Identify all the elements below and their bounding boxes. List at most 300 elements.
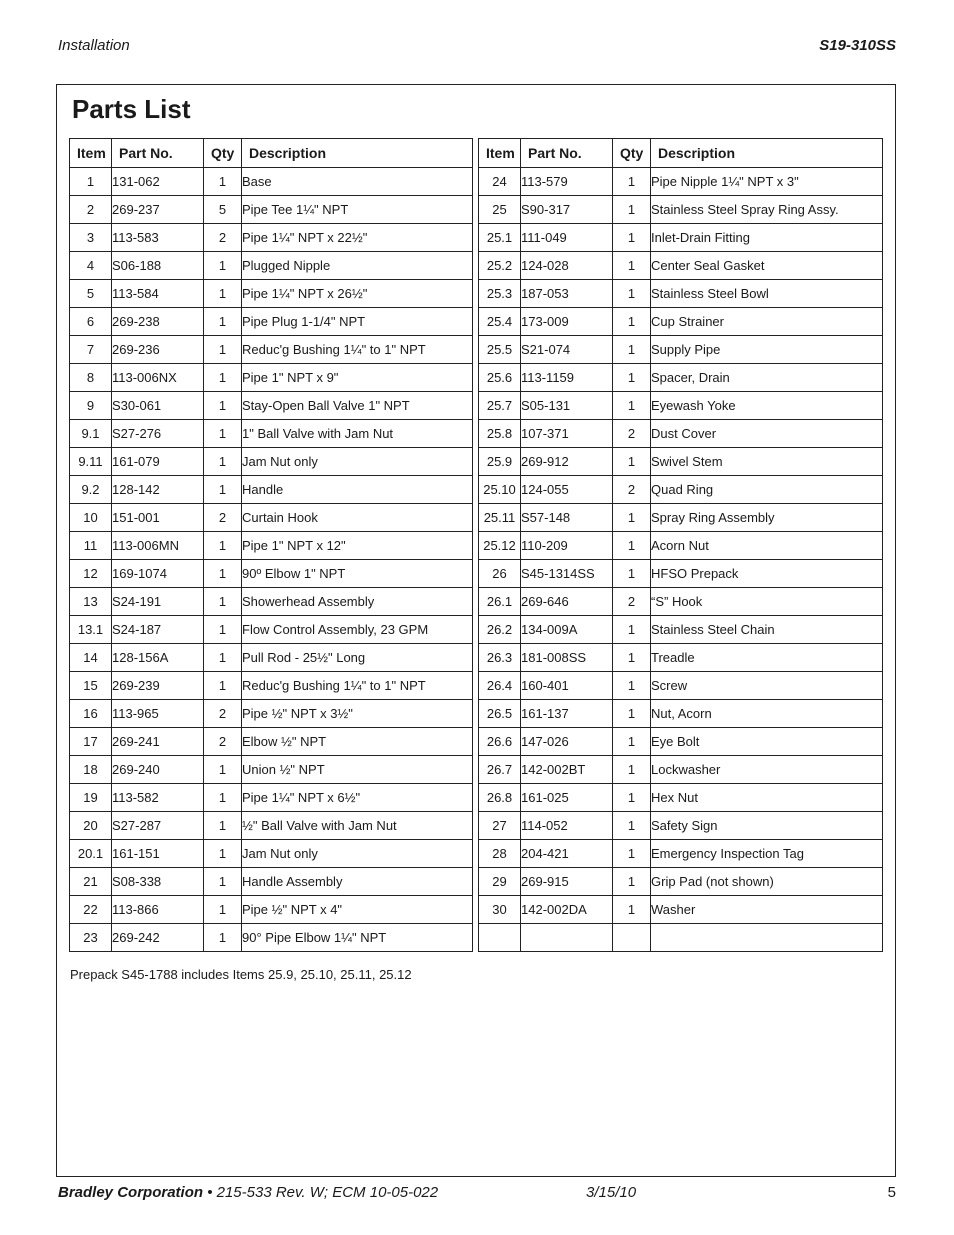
cell-qty: 1 (204, 336, 242, 364)
cell-part-no: S27-287 (112, 812, 204, 840)
cell-item: 23 (70, 924, 112, 952)
cell-qty (613, 924, 651, 952)
cell-part-no: 269-646 (521, 588, 613, 616)
table-row (70, 196, 473, 224)
column-header-part-no: Part No. (112, 139, 204, 168)
cell-item: 9.1 (70, 420, 112, 448)
parts-table-right-body (479, 168, 883, 952)
cell-description: ½" Ball Valve with Jam Nut (242, 812, 473, 840)
cell-item: 28 (479, 840, 521, 868)
cell-part-no: 113-965 (112, 700, 204, 728)
cell-qty: 1 (613, 196, 651, 224)
cell-qty: 1 (204, 168, 242, 196)
table-row (70, 476, 473, 504)
cell-part-no: 110-209 (521, 532, 613, 560)
cell-qty: 1 (204, 924, 242, 952)
cell-part-no: S05-131 (521, 392, 613, 420)
cell-part-no: 161-079 (112, 448, 204, 476)
cell-part-no: S24-187 (112, 616, 204, 644)
cell-part-no: 113-584 (112, 280, 204, 308)
cell-description: 90º Elbow 1" NPT (242, 560, 473, 588)
table-row (479, 700, 883, 728)
cell-item: 25.2 (479, 252, 521, 280)
table-row (479, 812, 883, 840)
cell-description: Treadle (651, 644, 883, 672)
cell-part-no: 169-1074 (112, 560, 204, 588)
cell-description: 90° Pipe Elbow 1¼" NPT (242, 924, 473, 952)
cell-description: Showerhead Assembly (242, 588, 473, 616)
cell-item: 26.4 (479, 672, 521, 700)
cell-item: 26.5 (479, 700, 521, 728)
table-row (479, 784, 883, 812)
cell-description: Pipe Tee 1¼" NPT (242, 196, 473, 224)
cell-qty: 1 (613, 252, 651, 280)
cell-qty: 1 (204, 812, 242, 840)
cell-part-no: 142-002BT (521, 756, 613, 784)
page-title: Parts List (72, 94, 191, 124)
cell-part-no: 187-053 (521, 280, 613, 308)
column-header-item: Item (479, 139, 521, 168)
table-row (70, 616, 473, 644)
cell-description: Inlet-Drain Fitting (651, 224, 883, 252)
table-row (70, 896, 473, 924)
cell-part-no: 161-137 (521, 700, 613, 728)
cell-qty: 1 (613, 756, 651, 784)
cell-qty: 5 (204, 196, 242, 224)
cell-description: Base (242, 168, 473, 196)
cell-part-no: 147-026 (521, 728, 613, 756)
footer-company: Bradley Corporation (58, 1184, 204, 1201)
cell-description: Washer (651, 896, 883, 924)
cell-qty: 1 (613, 812, 651, 840)
cell-description: Flow Control Assembly, 23 GPM (242, 616, 473, 644)
table-row (479, 196, 883, 224)
cell-qty: 1 (204, 644, 242, 672)
cell-description: Nut, Acorn (651, 700, 883, 728)
cell-part-no: 134-009A (521, 616, 613, 644)
table-row (70, 392, 473, 420)
cell-qty: 1 (204, 448, 242, 476)
table-row (479, 420, 883, 448)
cell-part-no: S30-061 (112, 392, 204, 420)
cell-description: HFSO Prepack (651, 560, 883, 588)
cell-description: Pipe 1" NPT x 9" (242, 364, 473, 392)
parts-table-right (478, 138, 883, 952)
cell-description: Dust Cover (651, 420, 883, 448)
table-row (70, 532, 473, 560)
footer-doc-ref: • 215-533 Rev. W; ECM 10-05-022 (203, 1184, 439, 1201)
table-row (70, 812, 473, 840)
table-row (70, 448, 473, 476)
cell-description: Quad Ring (651, 476, 883, 504)
table-row (479, 224, 883, 252)
cell-item: 4 (70, 252, 112, 280)
table-row (70, 336, 473, 364)
cell-qty: 1 (204, 252, 242, 280)
cell-qty: 1 (204, 672, 242, 700)
cell-qty: 1 (204, 840, 242, 868)
cell-part-no (521, 924, 613, 952)
table-row (70, 840, 473, 868)
table-row (479, 364, 883, 392)
prepack-note: Prepack S45-1788 includes Items 25.9, 25.10, 25.11, 25.12 (70, 967, 412, 982)
cell-description: Screw (651, 672, 883, 700)
cell-item: 29 (479, 868, 521, 896)
table-row (479, 616, 883, 644)
cell-part-no: 113-1159 (521, 364, 613, 392)
cell-part-no: 204-421 (521, 840, 613, 868)
cell-description: Jam Nut only (242, 840, 473, 868)
table-row (479, 728, 883, 756)
cell-item: 12 (70, 560, 112, 588)
cell-qty: 1 (613, 616, 651, 644)
cell-description: Emergency Inspection Tag (651, 840, 883, 868)
cell-description: Cup Strainer (651, 308, 883, 336)
cell-qty: 1 (613, 672, 651, 700)
cell-qty: 1 (204, 280, 242, 308)
cell-qty: 1 (204, 308, 242, 336)
cell-qty: 1 (204, 868, 242, 896)
cell-qty: 1 (204, 560, 242, 588)
table-row (479, 644, 883, 672)
column-header-qty: Qty (613, 139, 651, 168)
cell-qty: 2 (613, 420, 651, 448)
cell-item: 25 (479, 196, 521, 224)
cell-item: 25.4 (479, 308, 521, 336)
cell-part-no: 181-008SS (521, 644, 613, 672)
table-row (70, 504, 473, 532)
cell-part-no: S24-191 (112, 588, 204, 616)
footer-company-line (58, 1184, 438, 1201)
table-row (479, 896, 883, 924)
cell-item: 25.10 (479, 476, 521, 504)
table-row (479, 532, 883, 560)
cell-item: 6 (70, 308, 112, 336)
table-row (479, 476, 883, 504)
cell-part-no: 269-236 (112, 336, 204, 364)
cell-description: Reduc'g Bushing 1¼" to 1" NPT (242, 336, 473, 364)
parts-table-left (69, 138, 473, 952)
cell-description: Stainless Steel Spray Ring Assy. (651, 196, 883, 224)
column-header-description: Description (651, 139, 883, 168)
cell-item: 25.12 (479, 532, 521, 560)
cell-part-no: S27-276 (112, 420, 204, 448)
cell-qty: 1 (613, 784, 651, 812)
table-row (479, 588, 883, 616)
table-header-row (479, 139, 883, 168)
table-row (70, 560, 473, 588)
table-row (70, 168, 473, 196)
cell-qty: 1 (204, 784, 242, 812)
cell-part-no: 269-242 (112, 924, 204, 952)
table-row (479, 336, 883, 364)
table-row (70, 588, 473, 616)
cell-item: 2 (70, 196, 112, 224)
cell-item: 26.2 (479, 616, 521, 644)
table-row (479, 924, 883, 952)
cell-item: 19 (70, 784, 112, 812)
cell-item: 26.7 (479, 756, 521, 784)
cell-description: Pipe 1" NPT x 12" (242, 532, 473, 560)
cell-item: 13.1 (70, 616, 112, 644)
table-row (70, 756, 473, 784)
cell-qty: 1 (204, 532, 242, 560)
table-row (479, 560, 883, 588)
table-row (70, 420, 473, 448)
cell-description: Pipe 1¼" NPT x 22½" (242, 224, 473, 252)
cell-part-no: 269-241 (112, 728, 204, 756)
cell-item: 24 (479, 168, 521, 196)
cell-item: 13 (70, 588, 112, 616)
cell-description: Pipe ½" NPT x 3½" (242, 700, 473, 728)
table-row (479, 280, 883, 308)
table-row (70, 924, 473, 952)
cell-qty: 1 (613, 364, 651, 392)
table-row (70, 644, 473, 672)
cell-part-no: 173-009 (521, 308, 613, 336)
cell-part-no: S45-1314SS (521, 560, 613, 588)
cell-description: Plugged Nipple (242, 252, 473, 280)
cell-description: Reduc'g Bushing 1¼" to 1" NPT (242, 672, 473, 700)
cell-part-no: S21-074 (521, 336, 613, 364)
column-header-part-no: Part No. (521, 139, 613, 168)
cell-qty: 1 (204, 420, 242, 448)
cell-part-no: 269-912 (521, 448, 613, 476)
table-row (70, 672, 473, 700)
cell-part-no: 113-579 (521, 168, 613, 196)
cell-qty: 1 (204, 392, 242, 420)
cell-item: 25.8 (479, 420, 521, 448)
table-row (479, 252, 883, 280)
cell-item: 3 (70, 224, 112, 252)
cell-item: 25.7 (479, 392, 521, 420)
cell-item: 16 (70, 700, 112, 728)
cell-part-no: 160-401 (521, 672, 613, 700)
cell-description: “S” Hook (651, 588, 883, 616)
cell-item: 17 (70, 728, 112, 756)
table-row (479, 168, 883, 196)
cell-item: 15 (70, 672, 112, 700)
cell-qty: 1 (613, 168, 651, 196)
cell-part-no: 124-055 (521, 476, 613, 504)
cell-item: 25.5 (479, 336, 521, 364)
cell-description: Pipe 1¼" NPT x 26½" (242, 280, 473, 308)
cell-description: 1" Ball Valve with Jam Nut (242, 420, 473, 448)
table-row (479, 504, 883, 532)
cell-qty: 1 (613, 896, 651, 924)
cell-qty: 1 (204, 756, 242, 784)
cell-description: Spray Ring Assembly (651, 504, 883, 532)
cell-qty: 1 (613, 868, 651, 896)
cell-qty: 1 (613, 504, 651, 532)
cell-item: 1 (70, 168, 112, 196)
table-row (70, 700, 473, 728)
cell-description: Stainless Steel Bowl (651, 280, 883, 308)
cell-description: Handle (242, 476, 473, 504)
cell-item: 25.1 (479, 224, 521, 252)
cell-item: 26.1 (479, 588, 521, 616)
cell-qty: 2 (613, 588, 651, 616)
cell-part-no: 128-142 (112, 476, 204, 504)
column-header-qty: Qty (204, 139, 242, 168)
cell-part-no: S06-188 (112, 252, 204, 280)
cell-part-no: 114-052 (521, 812, 613, 840)
cell-qty: 1 (613, 532, 651, 560)
cell-part-no: 113-583 (112, 224, 204, 252)
table-row (479, 756, 883, 784)
cell-qty: 2 (613, 476, 651, 504)
cell-part-no: 113-006NX (112, 364, 204, 392)
cell-qty: 2 (204, 700, 242, 728)
cell-item: 26.8 (479, 784, 521, 812)
cell-item: 20.1 (70, 840, 112, 868)
cell-part-no: 128-156A (112, 644, 204, 672)
cell-item: 14 (70, 644, 112, 672)
cell-item: 26.6 (479, 728, 521, 756)
cell-description: Curtain Hook (242, 504, 473, 532)
cell-part-no: 113-006MN (112, 532, 204, 560)
cell-item: 25.3 (479, 280, 521, 308)
cell-part-no: 269-239 (112, 672, 204, 700)
cell-item: 9.11 (70, 448, 112, 476)
cell-description: Supply Pipe (651, 336, 883, 364)
table-row (479, 672, 883, 700)
cell-description: Elbow ½" NPT (242, 728, 473, 756)
cell-qty: 1 (204, 896, 242, 924)
cell-item: 26 (479, 560, 521, 588)
cell-part-no: S90-317 (521, 196, 613, 224)
table-row (479, 308, 883, 336)
cell-item: 26.3 (479, 644, 521, 672)
table-row (479, 868, 883, 896)
cell-description: Hex Nut (651, 784, 883, 812)
cell-qty: 1 (613, 280, 651, 308)
table-row (70, 364, 473, 392)
cell-qty: 1 (613, 644, 651, 672)
header-model: S19-310SS (819, 37, 896, 54)
cell-qty: 1 (613, 336, 651, 364)
cell-description: Eye Bolt (651, 728, 883, 756)
cell-item: 10 (70, 504, 112, 532)
cell-item: 27 (479, 812, 521, 840)
cell-part-no: 131-062 (112, 168, 204, 196)
cell-part-no: 269-237 (112, 196, 204, 224)
cell-part-no: 161-025 (521, 784, 613, 812)
table-row (70, 868, 473, 896)
table-row (70, 252, 473, 280)
table-row (479, 448, 883, 476)
table-row (70, 784, 473, 812)
cell-part-no: 113-866 (112, 896, 204, 924)
cell-description: Center Seal Gasket (651, 252, 883, 280)
cell-item: 5 (70, 280, 112, 308)
cell-part-no: 111-049 (521, 224, 613, 252)
cell-description: Eyewash Yoke (651, 392, 883, 420)
cell-qty: 1 (204, 476, 242, 504)
cell-item: 8 (70, 364, 112, 392)
cell-part-no: 161-151 (112, 840, 204, 868)
cell-item: 25.9 (479, 448, 521, 476)
cell-part-no: 124-028 (521, 252, 613, 280)
cell-part-no: S57-148 (521, 504, 613, 532)
cell-item: 30 (479, 896, 521, 924)
cell-item (479, 924, 521, 952)
cell-qty: 2 (204, 224, 242, 252)
cell-description: Acorn Nut (651, 532, 883, 560)
cell-item: 22 (70, 896, 112, 924)
cell-part-no: 269-238 (112, 308, 204, 336)
cell-description: Handle Assembly (242, 868, 473, 896)
cell-description: Spacer, Drain (651, 364, 883, 392)
cell-qty: 1 (204, 364, 242, 392)
cell-description: Swivel Stem (651, 448, 883, 476)
cell-item: 25.11 (479, 504, 521, 532)
cell-part-no: 269-915 (521, 868, 613, 896)
header-section: Installation (58, 37, 130, 54)
column-header-item: Item (70, 139, 112, 168)
cell-description: Grip Pad (not shown) (651, 868, 883, 896)
cell-qty: 1 (613, 308, 651, 336)
cell-qty: 1 (613, 448, 651, 476)
cell-qty: 1 (204, 616, 242, 644)
cell-qty: 2 (204, 504, 242, 532)
cell-item: 9.2 (70, 476, 112, 504)
cell-qty: 1 (613, 224, 651, 252)
table-row (70, 280, 473, 308)
cell-description: Stainless Steel Chain (651, 616, 883, 644)
cell-item: 11 (70, 532, 112, 560)
cell-description: Pipe Plug 1-1/4" NPT (242, 308, 473, 336)
cell-description: Union ½" NPT (242, 756, 473, 784)
cell-item: 20 (70, 812, 112, 840)
table-row (479, 840, 883, 868)
cell-part-no: S08-338 (112, 868, 204, 896)
table-row (70, 728, 473, 756)
table-row (70, 308, 473, 336)
column-header-description: Description (242, 139, 473, 168)
cell-part-no: 269-240 (112, 756, 204, 784)
cell-description (651, 924, 883, 952)
cell-description: Pipe ½" NPT x 4" (242, 896, 473, 924)
cell-part-no: 151-001 (112, 504, 204, 532)
cell-item: 18 (70, 756, 112, 784)
cell-qty: 1 (613, 700, 651, 728)
cell-description: Jam Nut only (242, 448, 473, 476)
cell-item: 21 (70, 868, 112, 896)
table-row (479, 392, 883, 420)
cell-item: 25.6 (479, 364, 521, 392)
footer-date: 3/15/10 (586, 1184, 637, 1201)
parts-table-left-body (70, 168, 473, 952)
cell-description: Lockwasher (651, 756, 883, 784)
cell-description: Safety Sign (651, 812, 883, 840)
table-row (70, 224, 473, 252)
cell-description: Pull Rod - 25½" Long (242, 644, 473, 672)
cell-item: 9 (70, 392, 112, 420)
table-header-row (70, 139, 473, 168)
cell-qty: 2 (204, 728, 242, 756)
cell-qty: 1 (613, 392, 651, 420)
cell-qty: 1 (204, 588, 242, 616)
cell-item: 7 (70, 336, 112, 364)
cell-part-no: 113-582 (112, 784, 204, 812)
cell-description: Pipe Nipple 1¼" NPT x 3" (651, 168, 883, 196)
cell-qty: 1 (613, 840, 651, 868)
cell-part-no: 142-002DA (521, 896, 613, 924)
footer-page-number: 5 (887, 1184, 896, 1201)
cell-part-no: 107-371 (521, 420, 613, 448)
cell-qty: 1 (613, 728, 651, 756)
